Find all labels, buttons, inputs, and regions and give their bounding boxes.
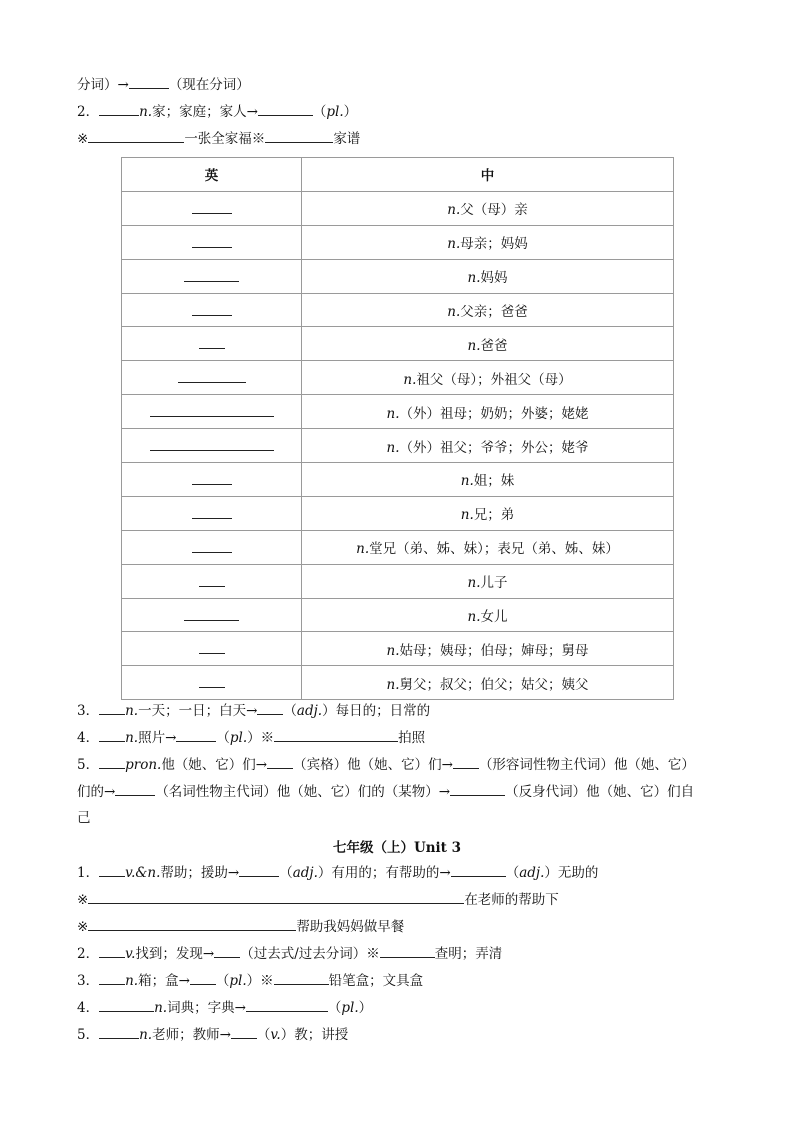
unit3-phrase-a: [77, 889, 559, 910]
text: ）: [358, 1000, 373, 1016]
pos-tag: n.: [139, 104, 153, 120]
note-mark: ※: [77, 919, 89, 935]
text: （过去式/过去分词）※: [240, 946, 380, 962]
pos-tag: n.: [467, 270, 481, 287]
item-2-family: 2． n.家；家庭；家人→ （pl.）: [77, 101, 357, 122]
pos-tag: n.: [467, 609, 481, 626]
table-row: [122, 395, 674, 429]
answer-blank[interactable]: [150, 436, 274, 451]
text: 照片→: [138, 730, 177, 746]
table-row: [122, 530, 674, 564]
text: ）无助的: [544, 865, 599, 881]
meaning: 儿子: [480, 575, 508, 592]
text: ）教；讲授: [280, 1027, 349, 1043]
pos-tag: pl.: [341, 1000, 359, 1016]
item-3-day: 3． n.一天；一日；白天→ （adj.）每日的；日常的: [77, 700, 430, 721]
answer-blank[interactable]: [99, 101, 139, 116]
answer-blank[interactable]: [99, 754, 125, 769]
item-number: 5．: [77, 757, 100, 773]
meaning: 父（母）亲: [460, 202, 528, 219]
phrase-line-family: [77, 128, 360, 149]
pos-tag: pl.: [229, 730, 248, 746]
table-row: [122, 327, 674, 361]
answer-blank[interactable]: [192, 504, 232, 519]
answer-blank[interactable]: [99, 997, 154, 1012]
meaning: 女儿: [480, 609, 508, 626]
answer-blank[interactable]: [88, 916, 296, 931]
answer-blank[interactable]: [178, 368, 246, 383]
pos-tag: n.: [467, 575, 481, 592]
meaning: 兄；弟: [473, 507, 515, 524]
item-number: 5．: [77, 1027, 100, 1043]
pos-tag: n.: [154, 1000, 168, 1016]
text: 老师；教师→: [152, 1027, 231, 1043]
item-number: 3．: [77, 973, 100, 989]
answer-blank[interactable]: [99, 970, 125, 985]
text: 拍照: [398, 730, 426, 746]
unit3-item-5-teacher: 5． n.老师；教师→ （v.）教；讲授: [77, 1024, 348, 1045]
answer-blank[interactable]: [99, 943, 125, 958]
meaning: 爸爸: [480, 337, 508, 354]
item-number: 3．: [77, 703, 100, 719]
item-number: 4．: [77, 730, 100, 746]
pos-tag: v.: [125, 946, 136, 962]
table-row: [122, 259, 674, 293]
pos-tag: pron.: [125, 757, 162, 773]
answer-blank[interactable]: [258, 101, 313, 116]
table-row: [122, 666, 674, 700]
meaning: 姑母；姨母；伯母；婶母；舅母: [399, 642, 589, 659]
answer-blank[interactable]: [88, 889, 464, 904]
answer-blank[interactable]: [99, 727, 125, 742]
text: 词典；字典→: [167, 1000, 246, 1016]
answer-blank[interactable]: [199, 639, 225, 654]
pos-tag: n.: [403, 371, 417, 388]
answer-blank[interactable]: [99, 1024, 139, 1039]
pos-tag: pl.: [326, 104, 344, 120]
table-row: [122, 496, 674, 530]
meaning: 堂兄（弟、姊、妹）；表兄（弟、姊、妹）: [369, 541, 619, 558]
unit3-item-4-dictionary: 4． n.词典；字典→ （pl.）: [77, 997, 372, 1018]
answer-blank[interactable]: [192, 538, 232, 553]
text: （现在分词）: [168, 77, 250, 93]
answer-blank[interactable]: [380, 943, 435, 958]
item-5-they: [77, 754, 695, 775]
item-5-continued-2: [77, 808, 91, 828]
answer-blank[interactable]: [129, 74, 169, 89]
item-number: 4．: [77, 1000, 100, 1016]
meaning: 舅父；叔父；伯父；姑父；姨父: [399, 676, 589, 693]
pos-tag: v.: [270, 1027, 281, 1043]
pos-tag: n.: [125, 973, 139, 989]
table-row: [122, 293, 674, 327]
text: 己: [77, 810, 91, 826]
table-row: [122, 361, 674, 395]
pos-tag: n.: [386, 642, 400, 659]
pos-tag: n.: [139, 1027, 153, 1043]
meaning: 父亲；爸爸: [460, 304, 528, 320]
item-4-photo: 4． n.照片→ （pl.）※ 拍照: [77, 727, 425, 748]
meaning: （外）祖母；奶奶；外婆；姥姥: [399, 405, 589, 422]
meaning: 姐；妹: [473, 473, 515, 490]
pos-tag: n.: [447, 202, 461, 219]
text: 分词）→: [77, 77, 129, 93]
header-english: 英: [122, 158, 302, 192]
meaning: 祖父（母）；外祖父（母）: [416, 371, 572, 388]
text: ）※: [246, 973, 274, 989]
unit3-item-1-help: 1． v.&n.帮助；援助→ （adj.）有用的；有帮助的→ （adj.）无助的: [77, 862, 598, 883]
pos-tag: n.: [447, 304, 461, 320]
pos-tag: n.: [125, 730, 139, 746]
answer-blank[interactable]: [199, 572, 225, 587]
table-row: [122, 429, 674, 463]
pos-tag: n.: [386, 405, 400, 422]
answer-blank[interactable]: [246, 997, 328, 1012]
answer-blank[interactable]: [99, 700, 125, 715]
table-row: [122, 632, 674, 666]
item-5-continued: [77, 781, 694, 802]
unit3-item-2-find: [77, 943, 502, 964]
meaning: （外）祖父；爷爷；外公；姥爷: [399, 439, 589, 456]
text: 们的→: [77, 784, 116, 800]
table-row: [122, 225, 674, 259]
pos-tag: n.: [125, 703, 139, 719]
text: 家；家庭；家人→: [152, 104, 258, 120]
pos-tag: pl.: [229, 973, 247, 989]
text: 帮助；援助→: [160, 865, 240, 881]
header-chinese: 中: [302, 158, 674, 192]
text: （反身代词）他（她、它）们自: [505, 784, 695, 800]
pos-tag: n.: [460, 507, 474, 524]
answer-blank[interactable]: [453, 754, 479, 769]
answer-blank[interactable]: [274, 970, 329, 985]
answer-blank[interactable]: [192, 470, 232, 485]
answer-blank[interactable]: [231, 1024, 257, 1039]
answer-blank[interactable]: [99, 862, 125, 877]
table-row: [122, 598, 674, 632]
pos-tag: n.: [460, 473, 474, 490]
unit3-phrase-b: [77, 916, 404, 937]
answer-blank[interactable]: [192, 199, 232, 214]
answer-blank[interactable]: [190, 970, 216, 985]
text: ）※: [247, 730, 275, 746]
note-mark: ※: [77, 131, 89, 147]
table-row: [122, 191, 674, 225]
answer-blank[interactable]: [192, 233, 232, 248]
text: （名词性物主代词）他（她、它）们的（某物）→: [155, 784, 451, 800]
text: 他（她、它）们→: [161, 757, 268, 773]
text: 在老师的帮助下: [464, 892, 559, 908]
answer-blank[interactable]: [265, 128, 333, 143]
answer-blank[interactable]: [257, 700, 283, 715]
answer-blank[interactable]: [199, 334, 225, 349]
pos-tag: n.: [356, 541, 370, 558]
continuation-line: [77, 74, 250, 95]
text: ）有用的；有帮助的→: [317, 865, 451, 881]
answer-blank[interactable]: [150, 402, 274, 417]
text: （宾格）他（她、它）们→: [293, 757, 453, 773]
answer-blank[interactable]: [451, 862, 506, 877]
item-number: 1．: [77, 865, 100, 881]
answer-blank[interactable]: [274, 727, 398, 742]
answer-blank[interactable]: [239, 862, 279, 877]
unit3-item-3-box: 3． n.箱；盒→ （pl.）※ 铅笔盒；文具盒: [77, 970, 423, 991]
answer-blank[interactable]: [267, 754, 293, 769]
answer-blank[interactable]: [184, 606, 239, 621]
pos-tag: v.&n.: [125, 865, 161, 881]
answer-blank[interactable]: [176, 727, 216, 742]
answer-blank[interactable]: [88, 128, 184, 143]
pos-tag: adj.: [296, 703, 323, 719]
text: 家谱: [333, 131, 361, 147]
text: 一天；一日；白天→: [138, 703, 258, 719]
answer-blank[interactable]: [115, 781, 155, 796]
answer-blank[interactable]: [214, 943, 240, 958]
text: 箱；盒→: [138, 973, 190, 989]
note-mark: ※: [77, 892, 89, 908]
table-header-row: [122, 158, 674, 192]
text: 帮助我妈妈做早餐: [296, 919, 405, 935]
text: 找到；发现→: [135, 946, 215, 962]
answer-blank[interactable]: [199, 673, 225, 688]
text: 一张全家福※: [184, 131, 266, 147]
text: 查明；弄清: [434, 946, 503, 962]
vocab-table: [121, 157, 674, 700]
text: 铅笔盒；文具盒: [328, 973, 424, 989]
pos-tag: n.: [447, 236, 461, 253]
answer-blank[interactable]: [450, 781, 505, 796]
table-row: [122, 463, 674, 497]
answer-blank[interactable]: [192, 301, 232, 316]
table-row: [122, 564, 674, 598]
pos-tag: n.: [467, 337, 481, 354]
text: ）每日的；日常的: [322, 703, 431, 719]
pos-tag: n.: [386, 676, 400, 693]
pos-tag: n.: [386, 439, 400, 456]
text: （形容词性物主代词）他（她、它）: [478, 757, 695, 773]
item-number: 2．: [77, 946, 100, 962]
answer-blank[interactable]: [184, 267, 239, 282]
pos-tag: adj.: [519, 865, 545, 881]
pos-tag: adj.: [292, 865, 318, 881]
meaning: 妈妈: [480, 270, 508, 287]
meaning: 母亲；妈妈: [460, 236, 528, 253]
item-number: 2．: [77, 104, 100, 120]
unit-heading: 七年级（上）Unit 3: [332, 840, 462, 856]
